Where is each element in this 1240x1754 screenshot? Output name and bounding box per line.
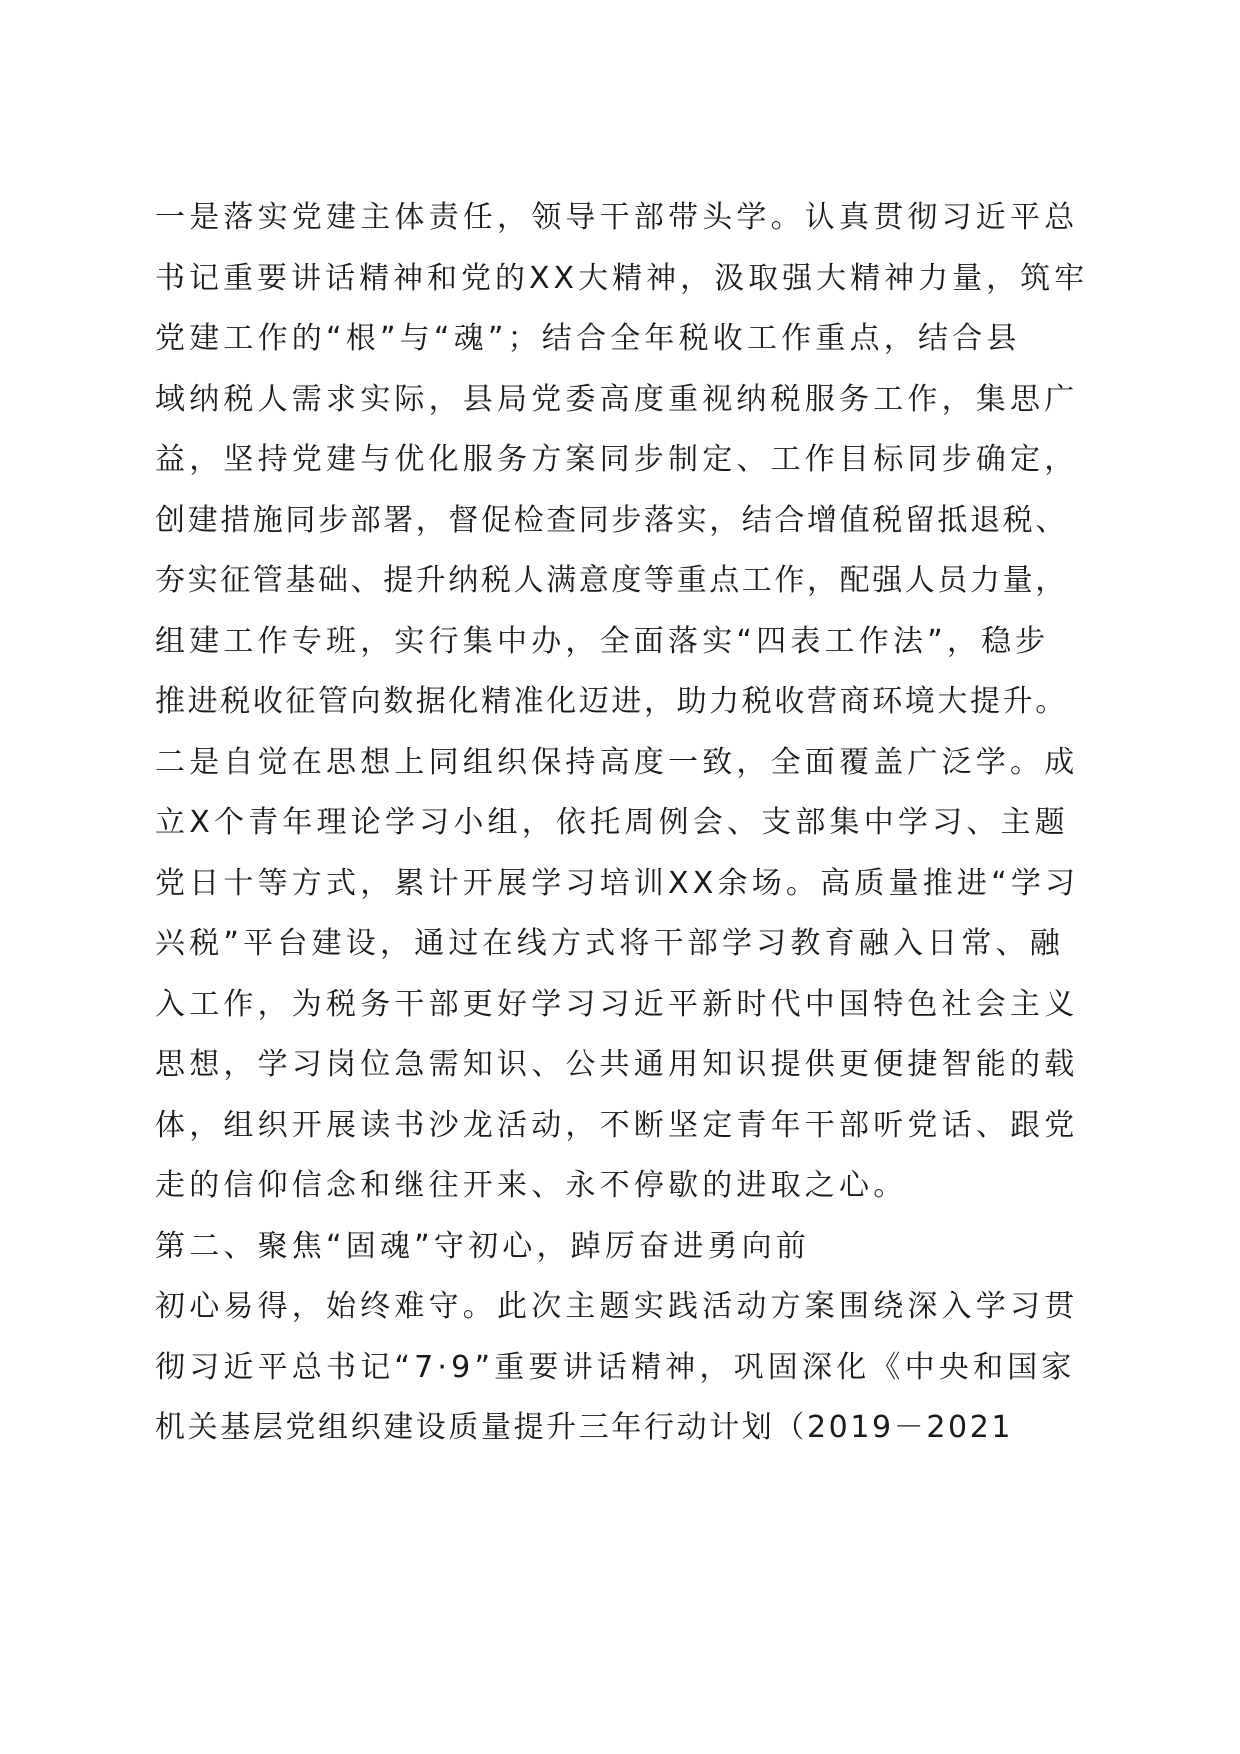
document-body <box>155 188 1089 1459</box>
section-heading: 第二、聚焦“固魂”守初心，踔厉奋进勇向前 <box>155 1228 811 1264</box>
text-line: 思想，学习岗位急需知识、公共通用知识提供更便捷智能的载 <box>155 1047 1079 1082</box>
text-line: 兴税”平台建设，通过在线方式将干部学习教育融入日常、融 <box>155 926 1064 961</box>
text-line: 创建措施同步部署，督促检查同步落实，结合增值税留抵退税、 <box>155 502 1068 538</box>
text-line: 书记重要讲话精神和党的XX大精神，汲取强大精神力量，筑牢 <box>155 260 1089 296</box>
text-line: 组建工作专班，实行集中办，全面落实“四表工作法”，稳步 <box>155 623 1050 659</box>
text-line: 彻习近平总书记“7·9”重要讲话精神，巩固深化《中央和国家 <box>155 1349 1076 1385</box>
text-line: 入工作，为税务干部更好学习习近平新时代中国特色社会主义 <box>155 986 1079 1022</box>
text-line: 一是落实党建主体责任，领导干部带头学。认真贯彻习近平总 <box>155 200 1079 235</box>
text-line: 域纳税人需求实际，县局党委高度重视纳税服务工作，集思广 <box>155 381 1079 417</box>
text-line: 推进税收征管向数据化精准化迈进，助力税收营商环境大提升。 <box>155 684 1068 719</box>
text-line: 立X个青年理论学习小组，依托周例会、支部集中学习、主题 <box>155 805 1069 840</box>
text-line: 体，组织开展读书沙龙活动，不断坚定青年干部听党话、跟党 <box>155 1107 1079 1143</box>
text-line: 党建工作的“根”与“魂”；结合全年税收工作重点，结合县 <box>155 321 1021 356</box>
text-line: 机关基层党组织建设质量提升三年行动计划（2019－2021 <box>155 1410 1014 1445</box>
text-line: 走的信仰信念和继往开来、永不停歇的进取之心。 <box>155 1168 908 1203</box>
text-line: 初心易得，始终难守。此次主题实践活动方案围绕深入学习贯 <box>155 1289 1079 1324</box>
text-line: 夯实征管基础、提升纳税人满意度等重点工作，配强人员力量， <box>155 563 1068 598</box>
text-line: 党日十等方式，累计开展学习培训XX余场。高质量推进“学习 <box>155 865 1080 901</box>
text-line: 益，坚持党建与优化服务方案同步制定、工作目标同步确定， <box>155 442 1079 477</box>
text-line: 二是自觉在思想上同组织保持高度一致，全面覆盖广泛学。成 <box>155 744 1079 780</box>
